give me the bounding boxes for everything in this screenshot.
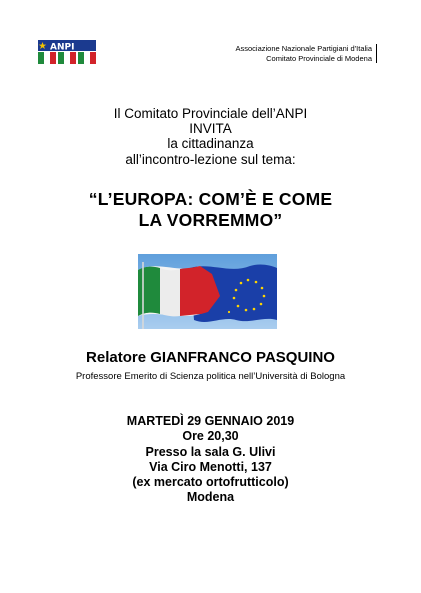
event-date: MARTEDÌ 29 GENNAIO 2019 (126, 414, 295, 428)
logo-text: ANPI (50, 42, 75, 53)
anpi-logo (38, 40, 96, 64)
intro-line-committee: Il Comitato Provinciale dell’ANPI (113, 106, 308, 121)
event-note: (ex mercato ortofrutticolo) (132, 475, 289, 490)
org-committee: Comitato Provinciale di Modena (266, 53, 372, 63)
invitation-intro (0, 106, 421, 167)
event-venue: Presso la sala G. Ulivi (145, 444, 276, 459)
lecture-topic (0, 189, 421, 231)
topic-line-2: LA VORREMMO” (138, 210, 283, 230)
event-time: Ore 20,30 (182, 429, 239, 444)
intro-line-invites: INVITA (189, 121, 232, 137)
header-organization (235, 44, 377, 63)
intro-line-citizens: la cittadinanza (167, 136, 254, 152)
speaker-name: Relatore GIANFRANCO PASQUINO (86, 349, 335, 366)
event-city: Modena (186, 490, 235, 505)
topic-line-1: “L’EUROPA: COM’È E COME (88, 189, 333, 209)
event-address: Via Ciro Menotti, 137 (149, 459, 272, 474)
italy-eu-flags-icon (138, 254, 277, 329)
event-details (0, 414, 421, 506)
intro-line-topic-lead: all’incontro-lezione sul tema: (125, 151, 296, 167)
flags-image (138, 254, 277, 329)
speaker-title: Professore Emerito di Scienza politica nell’Università di Bologna (75, 371, 346, 382)
org-name: Associazione Nazionale Partigiani d'Italia (235, 44, 372, 53)
anpi-logo-icon (38, 40, 96, 64)
